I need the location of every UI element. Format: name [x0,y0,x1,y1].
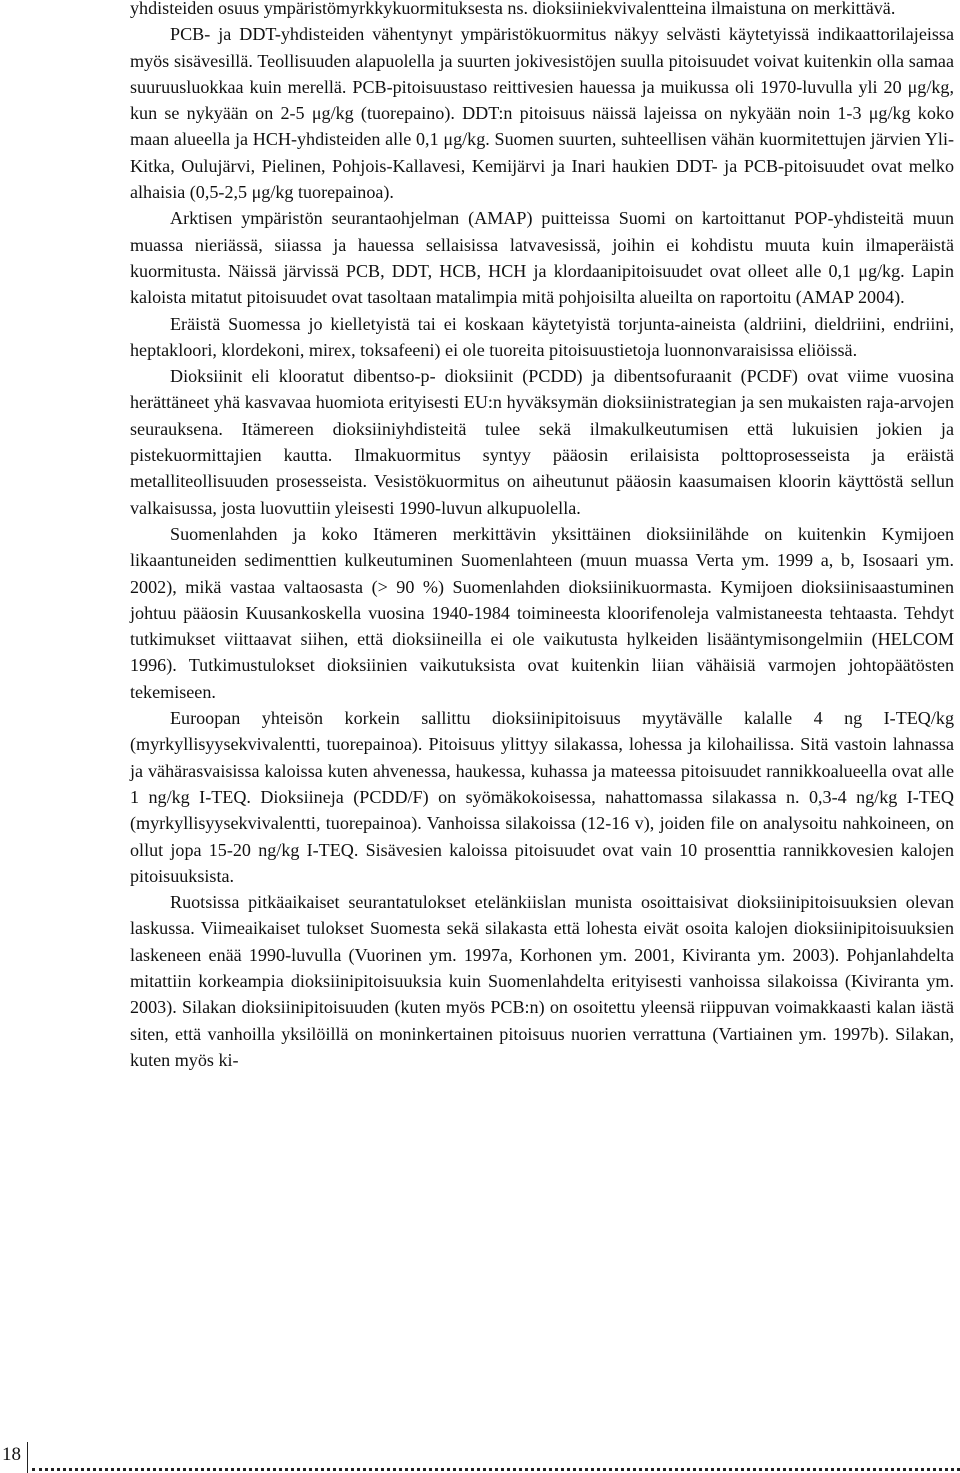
paragraph: Ruotsissa pitkäaikaiset seurantatulokset etelänkiislan munista osoittaisivat dioksiinipitoisuuksien olevan laskussa. Viimeaikaiset tulokset Suomesta sekä silakasta että lohesta eivät osoita kalojen dioksiinipitoisuuksien laskeneen enää 1990-luvulla (Vuorinen ym. 1997a, Korhonen ym. 2001, Kiviranta ym. 2003). Pohjanlahdelta mitattiin korkeampia dioksiinipitoisuuksia kuin Suomenlahdelta erityisesti vanhoissa silakoissa (Kiviranta ym. 2003). Silakan dioksiinipitoisuuden (kuten myös PCB:n) on osoitettu yleensä riippuvan voimakkaasti kalan iästä siten, että vanhoilla yksilöillä on moninkertainen pitoisuus nuorien verrattuna (Vartiainen ym. 1997b). Silakan, kuten myös ki- [130,892,954,1070]
paragraph: Suomenlahden ja koko Itämeren merkittävin yksittäinen dioksiinilähde on kuitenkin Kymijoen likaantuneiden sedimenttien kulkeutuminen Suomenlahteen (muun muassa Verta ym. 1999 a, b, Isosaari ym. 2002), mikä vastaa valtaosasta (> 90 %) Suomenlahden dioksiinikuormasta. Kymijoen dioksiinisaastuminen johtuu pääosin Kuusankoskella vuosina 1940-1984 toimineesta kloorifenoleja valmistaneesta tehtaasta. Tehdyt tutkimukset viittaavat siihen, että dioksiineilla ei ole vaikutusta hylkeiden lisääntymisongelmiin (HELCOM 1996). Tutkimustulokset dioksiinien vaikutuksista ovat kuitenkin liian vähäisiä varmojen johtopäätösten tekemiseen. [130,523,954,702]
body-text [130,0,954,1073]
paragraph: Dioksiinit eli klooratut dibentso-p- dioksiinit (PCDD) ja dibentsofuraanit (PCDF) ovat viime vuosina herättäneet yhä kasvavaa huomiota erityisesti EU:n hyväksymän dioksiinistrategian ja sen mukaisten raja-arvojen seurauksena. Itämereen dioksiiniyhdisteitä tulee sekä ilmakulkeutumisen että lukuisien jokien ja pistekuormittajien kautta. Ilmakuormitus syntyy pääosin erilaisista polttoprosesseista ja eräistä metalliteollisuuden prosesseista. Vesistökuormitus on aiheutunut pääosin kaasumaisen kloorin käyttöstä sellun valkaisussa, josta luovuttiin yleisesti 1990-luvun alkupuolella. [130,366,954,518]
footer-divider [27,1442,28,1473]
page-number: 18 [2,1444,21,1465]
paragraph: Eräistä Suomessa jo kielletyistä tai ei koskaan käytetyistä torjunta-aineista (aldriini, dieldriini, endriini, heptakloori, klordekoni, mirex, toksafeeni) ei ole tuoreita pitoisuustietoja luonnonvaraisissa eliöissä. [130,313,954,360]
paragraph: PCB- ja DDT-yhdisteiden vähentynyt ympäristökuormitus näkyy selvästi käytetyissä indikaattorilajeissa myös sisävesillä. Teollisuuden alapuolella ja suurten jokivesistöjen suulla pitoisuudet voivat kuitenkin olla samaa suuruusluokkaa kuin merellä. PCB-pitoisuustaso reittivesien hauessa ja muikussa oli 1970-luvulla yli 20 μg/kg, kun se nykyään on 2-5 μg/kg (tuorepaino). DDT:n pitoisuus näissä lajeissa on nykyään noin 1-3 μg/kg koko maan alueella ja HCH-yhdisteiden alle 0,1 μg/kg. Suomen suurten, suhteellisen vähän kuormitettujen järvien Yli-Kitka, Oulujärvi, Pielinen, Pohjois-Kallavesi, Kemijärvi ja Inari haukien DDT- ja PCB-pitoisuudet ovat melko alhaisia (0,5-2,5 μg/kg tuorepainoa). [130,24,954,203]
document-page [130,0,954,1073]
footer-dotted-line [32,1464,960,1471]
page-footer [0,1436,960,1473]
paragraph: Arktisen ympäristön seurantaohjelman (AMAP) puitteissa Suomi on kartoittanut POP-yhdisteitä muun muassa nieriässä, siiassa ja hauessa sellaisissa latvavesissä, joihin ei kohdistu muuta kuin ilmaperäistä kuormitusta. Näissä järvissä PCB, DDT, HCB, HCH ja klordaanipitoisuudet ovat olleet alle 0,1 μg/kg. Lapin kaloista mitatut pitoisuudet ovat tasoltaan matalimpia mitä pohjoisilta alueilta on raportoitu (AMAP 2004). [130,208,954,308]
paragraph: Euroopan yhteisön korkein sallittu dioksiinipitoisuus myytävälle kalalle 4 ng I-TEQ/kg (myrkyllisyysekvivalentti, tuorepainoa). Pitoisuus ylittyy silakassa, lohessa ja kilohailissa. Sitä vastoin lahnassa ja vähärasvaisissa kaloissa kuten ahvenessa, haukessa, kuhassa ja mateessa pitoisuudet rannikkoalueella ovat alle 1 ng/kg I-TEQ. Dioksiineja (PCDD/F) on syömäkokoisessa, nahattomassa silakassa n. 0,3-4 ng/kg I-TEQ (myrkyllisyysekvivalentti, tuorepainoa). Vanhoissa silakoissa (12-16 v), joiden file on analysoitu nahkoineen, on ollut jopa 15-20 ng/kg I-TEQ. Sisävesien kaloissa pitoisuudet ovat vain 10 prosenttia rannikkovesien kalojen pitoisuuksista. [130,708,954,886]
paragraph: yhdisteiden osuus ympäristömyrkkykuormituksesta ns. dioksiiniekvivalentteina ilmaistuna on merkittävä. [130,0,896,18]
